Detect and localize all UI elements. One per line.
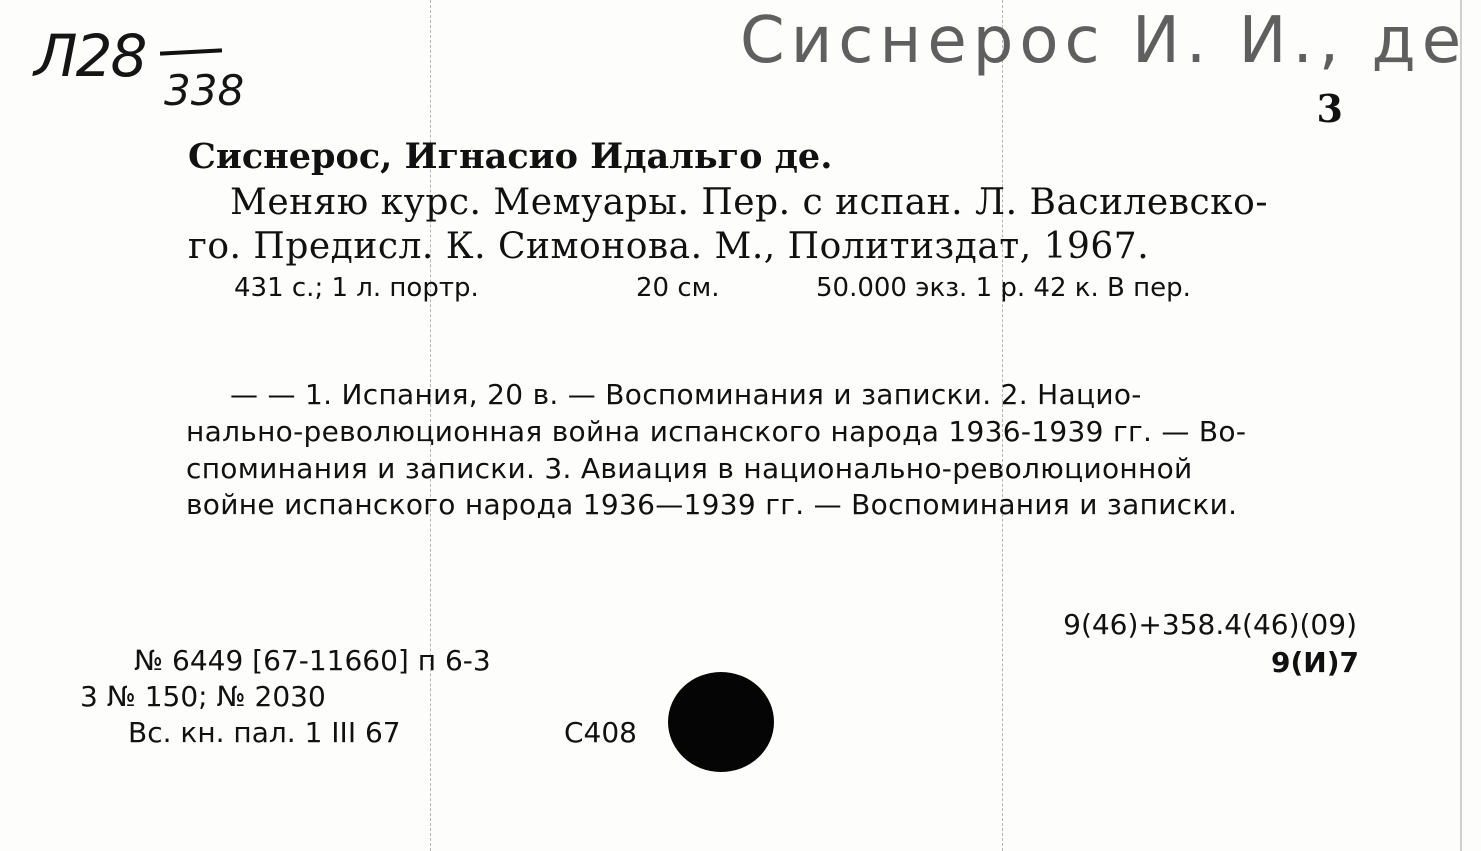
udc-index: 9(46)+358.4(46)(09) bbox=[1063, 608, 1357, 641]
imprint-chamber: Вс. кн. пал. 1 III 67 bbox=[128, 716, 401, 749]
shelf-mark-divider bbox=[160, 48, 222, 55]
punch-hole bbox=[668, 672, 774, 772]
shelf-number: 338 bbox=[164, 66, 245, 115]
imprint-code: С408 bbox=[564, 716, 637, 749]
imprint-order: 3 № 150; № 2030 bbox=[80, 680, 326, 713]
title-line: Меняю курс. Мемуары. Пер. с испан. Л. Василевско- bbox=[230, 182, 1269, 223]
fold-line bbox=[1460, 0, 1462, 851]
collation-copies-price: 50.000 экз. 1 р. 42 к. В пер. bbox=[816, 273, 1191, 303]
card-number: 3 bbox=[1316, 86, 1343, 131]
collation-size: 20 см. bbox=[636, 273, 720, 303]
imprint-number: № 6449 [67-11660] п 6-3 bbox=[134, 644, 491, 677]
subject-line: нально-революционная война испанского народа 1936-1939 гг. — Во- bbox=[186, 415, 1247, 448]
collation-pages: 431 с.; 1 л. портр. bbox=[234, 273, 479, 303]
shelf-mark: Л28 bbox=[34, 22, 146, 90]
subject-line: — — 1. Испания, 20 в. — Воспоминания и записки. 2. Нацио- bbox=[230, 378, 1142, 411]
handwritten-heading: Сиснерос И. И., де bbox=[740, 4, 1468, 78]
subject-line: споминания и записки. 3. Авиация в национально-революционной bbox=[186, 452, 1193, 485]
title-line: го. Предисл. К. Симонова. М., Политиздат, 1967. bbox=[188, 226, 1150, 267]
subject-line: войне испанского народа 1936—1939 гг. — Воспоминания и записки. bbox=[186, 488, 1238, 521]
author-heading: Сиснерос, Игнасио Идальго де. bbox=[188, 136, 833, 177]
bbk-index: 9(И)7 bbox=[1271, 646, 1359, 679]
